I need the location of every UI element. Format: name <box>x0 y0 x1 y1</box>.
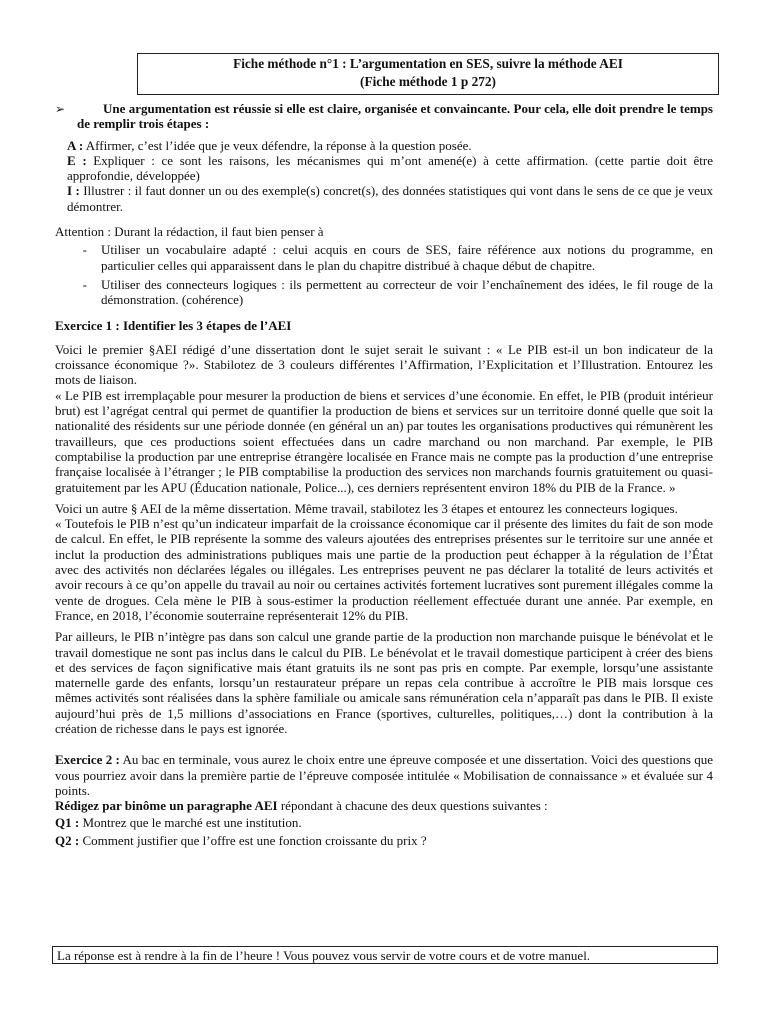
attention-item <box>55 277 713 308</box>
aei-key-i: I : <box>67 183 80 199</box>
attention-item-text: Utiliser un vocabulaire adapté : celui acquis en cours de SES, faire référence aux notions du programme, en particulier celles qui apparaissent dans le plan du chapitre distribué à chaque début de chapitre. <box>101 242 713 273</box>
question-2-key: Q2 : <box>55 832 80 848</box>
exercice-2-heading: Exercice 2 : <box>55 752 120 768</box>
attention-lead: Attention : Durant la rédaction, il faut bien penser à <box>55 224 324 240</box>
title-line-2: (Fiche méthode 1 p 272) <box>360 74 496 89</box>
aei-definitions <box>55 138 713 214</box>
attention-item-text: Utiliser des connecteurs logiques : ils permettent au correcteur de voir l’enchaînement des idées, le fil rouge de la démonstration. (cohérence) <box>101 276 713 308</box>
exercice-2-instruction-rest: répondant à chacune des deux questions suivantes : <box>277 798 548 814</box>
question-2 <box>55 833 713 848</box>
exercice-1-paragraph-1: « Le PIB est irremplaçable pour mesurer la production de biens et services d’une économie. En effet, le PIB (produit intérieur brut) est l’agrégat central qui permet de quantifier la production de biens et services sur un territoire donné quelle que soit la nationalité des résidents sur une période donnée (en général un an) par toutes les organisations productives qui rémunèrent les travailleurs, que ces productions soient effectuées dans un cadre marchand ou non marchand. Par exemple, le PIB comptabilise la production par une entreprise étrangère localisée en France mais ne compte pas la production d’une entreprise française localisée à l’étranger ; le PIB comptabilise la production des services non marchands fournis gratuitement ou quasi-gratuitement par les APU (Éducation nationale, Police...), ces derniers représentent environ 18% du PIB de la France. » <box>55 387 713 495</box>
aei-key-a: A : <box>67 137 84 153</box>
question-1 <box>55 815 713 830</box>
aei-text-i: Illustrer : il faut donner un ou des exemple(s) concret(s), des données statistiques qui vont dans le sens de ce que je veux démontrer. <box>67 183 713 214</box>
exercice-2-intro <box>55 752 713 798</box>
aei-key-e: E : <box>67 152 87 168</box>
aei-affirmer <box>55 138 713 153</box>
title-line-1: Fiche méthode n°1 : L’argumentation en SES, suivre la méthode AEI <box>233 56 623 71</box>
dash-bullet: - <box>82 242 87 258</box>
exercice-1-heading: Exercice 1 : Identifier les 3 étapes de l’AEI <box>55 317 292 333</box>
title-box <box>137 53 719 95</box>
exercice-2-text: Au bac en terminale, vous aurez le choix entre une épreuve composée et une dissertation. Voici des questions que vous pourriez avoir dans la première partie de l’épreuve composée intitulée « Mobilisation de connaissance » et évaluée sur 4 points. <box>55 752 713 798</box>
exercice-2-instruction-bold: Rédigez par binôme un paragraphe AEI <box>55 798 278 814</box>
aei-text-a: Affirmer, c’est l’idée que je veux défendre, la réponse à la question posée. <box>83 137 472 153</box>
document-body <box>55 101 713 848</box>
aei-text-e: Expliquer : ce sont les raisons, les mécanismes qui m’ont amené(e) à cette affirmation. (cette partie doit être approfondie, développée) <box>67 152 713 184</box>
question-2-text: Comment justifier que l’offre est une fonction croissante du prix ? <box>79 832 427 848</box>
attention-list <box>55 242 713 307</box>
exercice-1-paragraph-2: « Toutefois le PIB n’est qu’un indicateur imparfait de la croissance économique car il présente des limites du fait de son mode de calcul. En effet, le PIB représente la somme des valeurs ajoutées des entreprises présentes sur le territoire sur une année et inclut la production des administrations publiques mais une partie de la production peut échapper à la régulation de l’État avec des activités non déclarées légales ou illégales. Les entreprises peuvent ne pas déclarer la totalité de leurs activités et avoir recours à ce qu’on appelle du travail au noir ou certaines activités fortement lucratives sont purement illégales comme la vente de drogues. Cela mène le PIB à sous-estimer la production réellement effectuée durant une année. Par exemple, en France, en 2018, l’économie souterraine représenterait 12% du PIB. <box>55 516 713 623</box>
intro-text: Une argumentation est réussie si elle est claire, organisée et convaincante. Pour cela, elle doit prendre le temps de remplir trois étapes : <box>77 101 713 132</box>
attention-item <box>55 242 713 273</box>
aei-expliquer <box>55 153 713 184</box>
exercice-1-instructions: Voici le premier §AEI rédigé d’une dissertation dont le sujet serait le suivant : « Le PIB est-il un bon indicateur de la croissance économique ?». Stabilotez de 3 couleurs différentes l’Affirmation, l’Explicitation et l’Illustration. Entourez les mots de liaison. <box>55 341 713 388</box>
exercice-1-instructions-2: Voici un autre § AEI de la même dissertation. Même travail, stabilotez les 3 étapes et entourez les connecteurs logiques. <box>55 500 678 516</box>
exercice-1-paragraph-3: Par ailleurs, le PIB n’intègre pas dans son calcul une grande partie de la production non marchande puisque le bénévolat et le travail domestique ne sont pas inclus dans le calcul du PIB. Le bénévolat et le travail domestique participent à créer des biens et des services de façon significative mais étant gratuits ils ne sont pas pris en compte. Par exemple, lorsqu’une assistante maternelle garde des enfants, lorsqu’un restaurateur prépare un repas cela contribue à accroître le PIB mais lorsque ces mêmes activités sont réalisées dans la sphère familiale ou amicale sans rémunération cela n’apparaît pas dans le PIB. Il existe aujourd’hui près de 1,5 millions d’associations en France (sportives, culturelles, politiques,…) dont la contribution à la création de richesse dans le pays est ignorée. <box>55 629 713 736</box>
intro-statement <box>55 101 713 132</box>
footer-note-box: La réponse est à rendre à la fin de l’heure ! Vous pouvez vous servir de votre cours et de votre manuel. <box>52 946 718 964</box>
question-1-text: Montrez que le marché est une institution. <box>79 815 302 831</box>
dash-bullet: - <box>82 276 87 292</box>
aei-illustrer <box>55 183 713 214</box>
question-1-key: Q1 : <box>55 815 80 831</box>
arrow-bullet-icon: ➢ <box>55 102 66 116</box>
exercice-2-instruction <box>55 798 713 813</box>
